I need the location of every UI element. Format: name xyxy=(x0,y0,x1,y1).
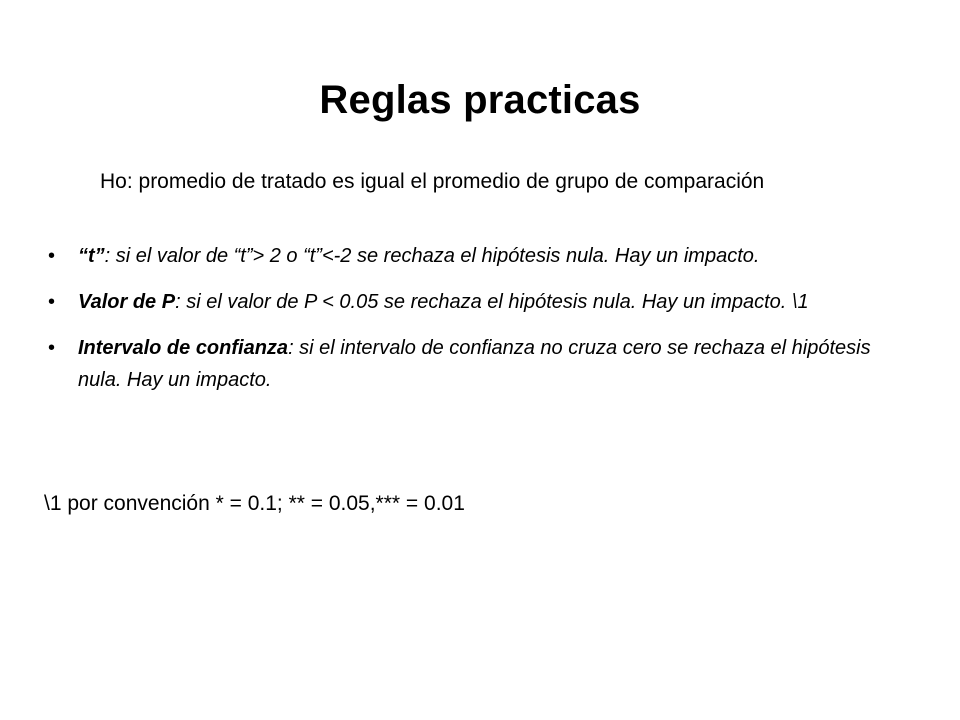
bullet-dot-icon: • xyxy=(48,245,56,267)
rule-text: : si el intervalo de confianza no cruza cero se rechaza el hipótesis nula. Hay un impacto. xyxy=(78,337,871,391)
rule-term: Valor de P xyxy=(78,291,176,313)
rule-text: : si el valor de P < 0.05 se rechaza el hipótesis nula. Hay un impacto. \1 xyxy=(175,291,809,313)
bullet-dot-icon: • xyxy=(48,291,56,313)
rule-confidence-interval xyxy=(48,332,878,396)
rule-p-value xyxy=(48,286,878,318)
null-hypothesis-text: Ho: promedio de tratado es igual el promedio de grupo de comparación xyxy=(100,170,765,193)
rules-list xyxy=(48,240,878,410)
rule-term: “t” xyxy=(78,245,105,267)
rule-term: Intervalo de confianza xyxy=(78,337,289,359)
rule-t-statistic xyxy=(48,240,878,272)
bullet-dot-icon: • xyxy=(48,337,56,359)
slide-title: Reglas practicas xyxy=(319,78,641,122)
significance-footnote: \1 por convención * = 0.1; ** = 0.05,*** = 0.01 xyxy=(44,492,465,515)
rule-text: : si el valor de “t”> 2 o “t”<-2 se rechaza el hipótesis nula. Hay un impacto. xyxy=(104,245,760,267)
